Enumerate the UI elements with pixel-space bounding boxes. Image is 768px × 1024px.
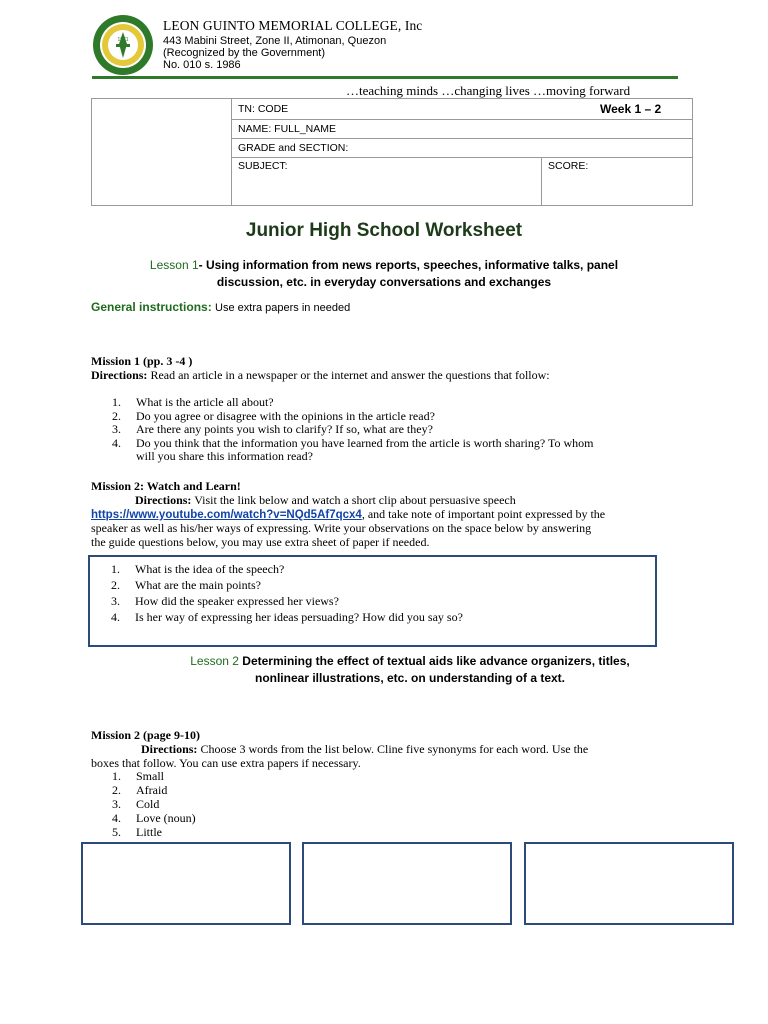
mission-2-directions bbox=[141, 742, 588, 756]
general-instructions bbox=[91, 300, 350, 314]
list-item: 1. What is the idea of the speech? bbox=[111, 562, 285, 576]
list-item: 4. Do you think that the information you have learned from the article is worth sharing? To whom will you share this information read? bbox=[112, 435, 594, 463]
answer-box-1[interactable] bbox=[81, 842, 291, 925]
list-item: 4. Is her way of expressing her ideas persuading? How did you say so? bbox=[111, 610, 463, 624]
list-item: 2. What are the main points? bbox=[111, 578, 261, 592]
mission-1-directions bbox=[91, 368, 711, 382]
grade-section-field: GRADE and SECTION: bbox=[238, 142, 349, 154]
lesson-2-heading bbox=[150, 653, 670, 687]
watch-learn-heading: Mission 2: Watch and Learn! bbox=[91, 479, 241, 493]
speech-questions bbox=[90, 561, 650, 625]
lesson-2-text-1: Determining the effect of textual aids like advance organizers, titles, bbox=[242, 654, 630, 668]
lesson-2-text-2: nonlinear illustrations, etc. on understanding of a text. bbox=[254, 671, 566, 685]
mission-2-directions-text: Choose 3 words from the list below. Cline five synonyms for each word. Use the bbox=[200, 742, 589, 756]
tagline: …teaching minds …changing lives …moving forward bbox=[346, 83, 631, 98]
list-item: 1. What is the article all about? bbox=[112, 395, 274, 409]
list-item: 3. Cold bbox=[112, 797, 160, 811]
youtube-link[interactable]: https://www.youtube.com/watch?v=NQd5Af7qcx4 bbox=[91, 509, 362, 521]
student-info-table bbox=[91, 98, 693, 206]
college-name: LEON GUINTO MEMORIAL COLLEGE, Inc bbox=[163, 18, 423, 33]
word-list bbox=[91, 769, 391, 839]
lesson-2-label: Lesson 2 bbox=[190, 654, 239, 668]
lesson-1-text-2: discussion, etc. in everyday conversations and exchanges bbox=[216, 275, 552, 289]
lesson-1-text-1: - Using information from news reports, speeches, informative talks, panel bbox=[198, 258, 619, 272]
watch-learn-directions-label: Directions: bbox=[135, 493, 192, 507]
list-item: 5. Little bbox=[112, 825, 162, 839]
list-item: 4. Love (noun) bbox=[112, 811, 196, 825]
answer-box-2[interactable] bbox=[302, 842, 512, 925]
address-line-1: 443 Mabini Street, Zone II, Atimonan, Quezon bbox=[163, 35, 387, 47]
mission-2-heading: Mission 2 (page 9-10) bbox=[91, 728, 200, 742]
subject-field: SUBJECT: bbox=[238, 160, 288, 172]
list-item: 2. Do you agree or disagree with the opinions in the article read? bbox=[112, 408, 435, 423]
after-link-text: , and take note of important point expressed by the bbox=[361, 507, 606, 521]
watch-learn-directions-text: Visit the link below and watch a short clip about persuasive speech bbox=[194, 493, 516, 507]
mission-1-questions bbox=[91, 396, 731, 464]
speech-questions-box bbox=[88, 555, 657, 647]
watch-learn-directions bbox=[135, 493, 516, 507]
score-field: SCORE: bbox=[548, 160, 589, 172]
header-divider bbox=[92, 76, 678, 79]
mission-1-directions-text: Read an article in a newspaper or the internet and answer the questions that follow: bbox=[150, 368, 550, 382]
address-line-2: (Recognized by the Government) bbox=[163, 47, 326, 59]
watch-learn-link-line bbox=[91, 507, 711, 522]
logo-year: 1971 bbox=[117, 37, 129, 43]
list-item: 3. How did the speaker expressed her views? bbox=[111, 594, 339, 608]
lesson-1-label: Lesson 1 bbox=[149, 258, 199, 272]
list-item: 2. Afraid bbox=[112, 783, 168, 797]
mission-1-heading: Mission 1 (pp. 3 -4 ) bbox=[91, 354, 193, 368]
mission-1-directions-label: Directions: bbox=[91, 368, 148, 382]
watch-learn-line-3: speaker as well as his/her ways of expressing. Write your observations on the space below by answering bbox=[91, 521, 592, 535]
answer-box-3[interactable] bbox=[524, 842, 734, 925]
list-item: 1. Small bbox=[112, 769, 165, 783]
mission-2-line-2: boxes that follow. You can use extra papers if necessary. bbox=[91, 756, 361, 770]
week-label: Week 1 – 2 bbox=[600, 102, 662, 116]
worksheet-title: Junior High School Worksheet bbox=[245, 220, 523, 241]
mission-2-directions-label: Directions: bbox=[141, 742, 198, 756]
watch-learn-line-4: the guide questions below, you may use extra sheet of paper if needed. bbox=[91, 535, 430, 549]
lesson-1-heading bbox=[0, 257, 768, 291]
college-seal-logo bbox=[92, 14, 154, 76]
list-item: 3. Are there any points you wish to clarify? If so, what are they? bbox=[112, 422, 433, 436]
general-instructions-label: General instructions: bbox=[91, 300, 212, 314]
address-line-3: No. 010 s. 1986 bbox=[163, 59, 241, 71]
name-field: NAME: FULL_NAME bbox=[238, 123, 337, 135]
general-instructions-text: Use extra papers in needed bbox=[215, 302, 351, 314]
tn-field: TN: CODE bbox=[238, 103, 289, 115]
